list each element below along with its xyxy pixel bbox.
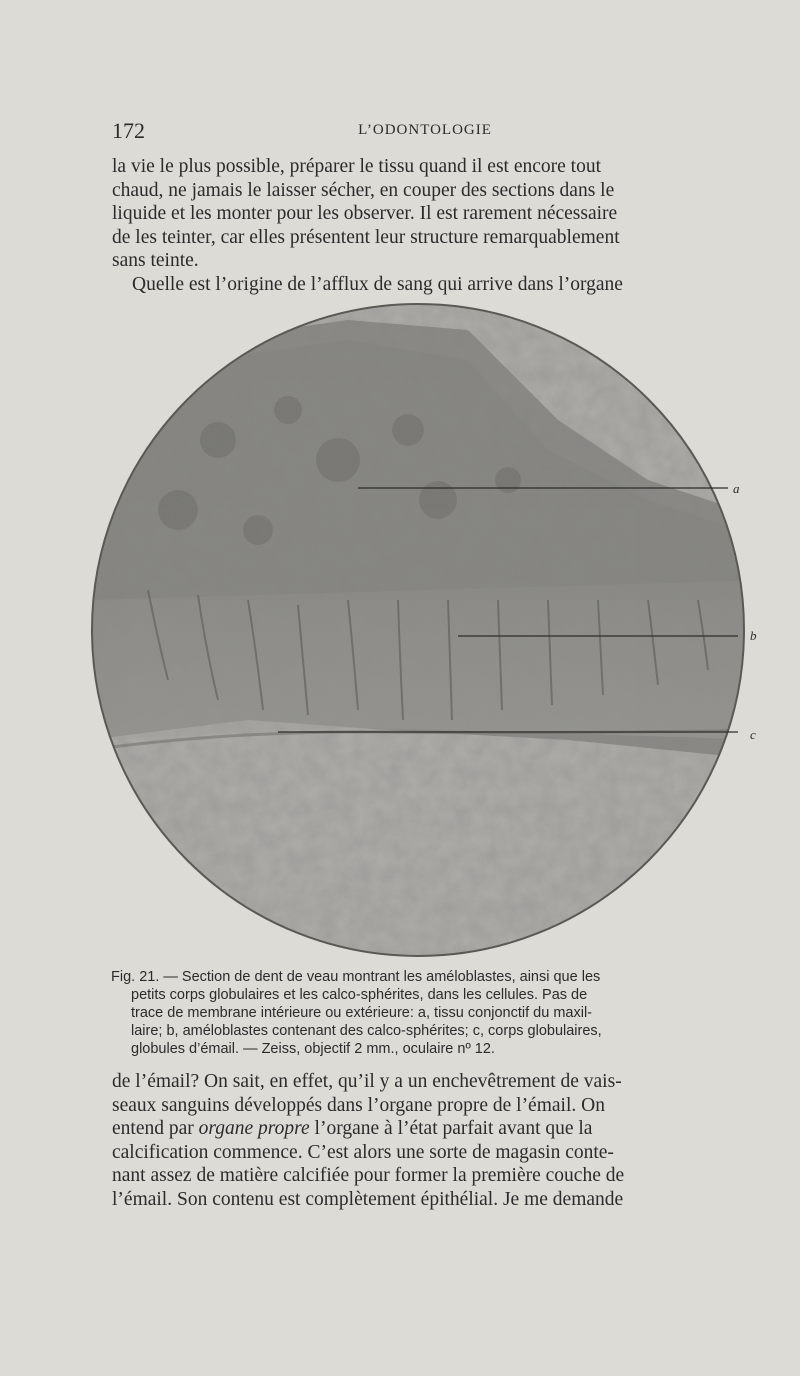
label-a: a [733,481,740,496]
text-line [112,1117,738,1141]
micrograph-figure [88,300,768,964]
text-line: de l’émail? On sait, en effet, qu’il y a un enchevêtrement de vais- [112,1071,622,1092]
text-segment: entend par [112,1118,199,1139]
text-line: seaux sanguins développés dans l’organe propre de l’émail. On [112,1094,605,1116]
text-line: la vie le plus possible, préparer le tissu quand il est encore tout [112,156,601,177]
caption-line: trace de membrane intérieure ou extérieure: a, tissu conjonctif du maxil- [131,1005,592,1021]
text-line: chaud, ne jamais le laisser sécher, en couper des sections dans le [112,179,615,201]
text-line: l’émail. Son contenu est complètement épithélial. Je me demande [112,1188,624,1210]
micrograph-image [88,300,768,964]
paragraph-top [112,155,738,296]
paragraph-bottom [112,1070,738,1211]
text-line: de les teinter, car elles présentent leur structure remarquablement [112,226,620,248]
caption-line: laire; b, améloblastes contenant des calco-sphérites; c, corps globulaires, [131,1023,602,1039]
label-c: c [750,727,756,742]
text-line: liquide et les monter pour les observer. Il est rarement nécessaire [112,203,618,224]
page-header [112,118,738,148]
text-segment: l’organe à l’état parfait avant que la [309,1118,593,1139]
text-line: Quelle est l’origine de l’afflux de sang qui arrive dans l’organe [132,273,623,295]
text-line: nant assez de matière calcifiée pour former la première couche de [112,1165,625,1186]
caption-line: Fig. 21. — Section de dent de veau montrant les améloblastes, ainsi que les [111,969,601,985]
figure-caption [111,968,735,1058]
caption-line: globules d’émail. — Zeiss, objectif 2 mm., oculaire nº 12. [131,1041,495,1057]
caption-line: petits corps globulaires et les calco-sphérites, dans les cellules. Pas de [131,987,588,1003]
text-line: calcification commence. C’est alors une sorte de magasin conte- [112,1141,614,1163]
page-number: 172 [112,118,145,143]
running-head: L’ODONTOLOGIE [358,122,492,138]
label-b: b [750,628,757,643]
text-line: sans teinte. [112,250,199,271]
italic-term: organe propre [198,1118,310,1139]
